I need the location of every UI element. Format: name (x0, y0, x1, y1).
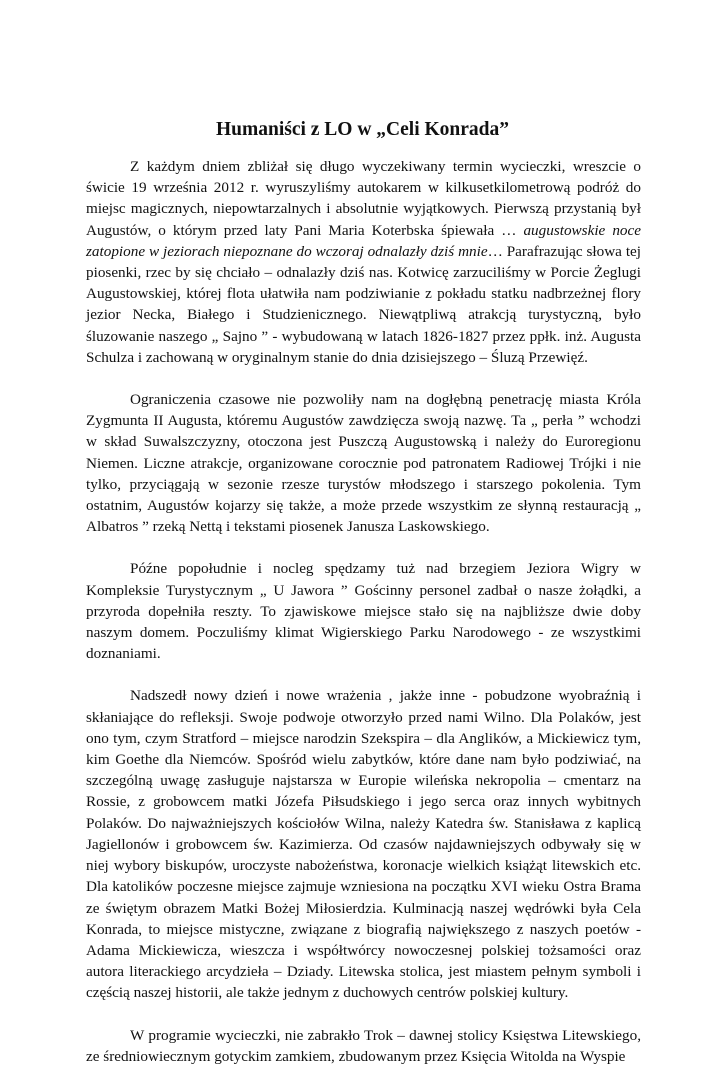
song-quote: augustowskie noce zatopione w jeziorach niepoznane do wczoraj odnalazły dziś mnie (86, 221, 641, 260)
paragraph-augustow (86, 156, 641, 368)
text-run: … Parafrazując słowa tej piosenki, rzec by się chciało – odnalazły dziś nas. Kotwicę zarzuciliśmy w Porcie Żeglugi Augustowskiej, której flota ułatwiła nam podziwianie z pokładu statku nadbrzeżnej flory jezior Necka, Białego i Studzienicznego. Niewątpliwą atrakcją turystyczną, było śluzowanie naszego „ Sajno ” - wybudowaną w latach 1826-1827 przez ppłk. inż. Augusta Schulza i zachowaną w oryginalnym stanie do dnia dzisiejszego – Śluzą Przewięź. (86, 242, 641, 366)
paragraph-troki (86, 1025, 641, 1067)
text-run: Ograniczenia czasowe nie pozwoliły nam na dogłębną penetrację miasta Króla Zygmunta II Augusta, któremu Augustów zawdzięcza swoją nazwę. Ta „ perła ” wchodzi w skład Suwalszczyzny, otoczona jest Puszczą Augustowską i należy do Euroregionu Niemen. Liczne atrakcje, organizowane corocznie pod patronatem Radiowej Trójki i nie tylko, przyciągają w sezonie rzesze turystów młodszego i starszego pokolenia. Tym ostatnim, Augustów kojarzy się także, a może przede wszystkim ze słynną restauracją „ Albatros ” rzeką Nettą i tekstami piosenek Janusza Laskowskiego. (86, 391, 641, 536)
text-run: Późne popołudnie i nocleg spędzamy tuż nad brzegiem Jeziora Wigry w Kompleksie Turystycznym „ U Jawora ” Gościnny personel zadbał o nasze żołądki, a przyroda dopełniła reszty. To zjawiskowe miejsce stało się na najbliższe dwie doby naszym domem. Poczuliśmy klimat Wigierskiego Parku Narodowego - ze wszystkimi doznaniami. (86, 560, 641, 663)
page-title: Humaniści z LO w „Celi Konrada” (215, 119, 510, 140)
text-run: W programie wycieczki, nie zabrakło Trok – dawnej stolicy Księstwa Litewskiego, ze średniowiecznym gotyckim zamkiem, zbudowanym przez Księcia Witolda na Wyspie (86, 1026, 641, 1065)
paragraph-augustow-city (86, 389, 641, 537)
text-run: Nadszedł nowy dzień i nowe wrażenia , jakże inne - pobudzone wyobraźnią i skłaniające do refleksji. Swoje podwoje otworzyło przed nami Wilno. Dla Polaków, jest ono tym, czym Stratford – miejsce narodzin Szekspira – dla Anglików, a Mickiewicz tym, kim Goethe dla Niemców. Spośród wielu zabytków, które dane nam było podziwiać, na szczególną uwagę zasługuje najstarsza w Europie wileńska nekropolia – cmentarz na Rossie, z grobowcem matki Józefa Piłsudskiego i jego serca oraz innych wybitnych Polaków. Do najważniejszych kościołów Wilna, należy Katedra św. Stanisława z kaplicą Jagiellonów i grobowcem św. Kazimierza. Od czasów najdawniejszych odbywały się w niej wybory biskupów, uroczyste nabożeństwa, koronacje wielkich książąt litewskich etc. Dla katolików poczesne miejsce zajmuje wzniesiona na początku XVI wieku Ostra Brama ze świętym obrazem Matki Bożej Miłosierdzia. Kulminacją naszej wędrówki była Cela Konrada, to miejsce mistyczne, związane z biografią największego z naszych poetów - Adama Mickiewicza, wieszcza i współtwórcy nowoczesnej polskiej tożsamości oraz autora literackiego arcydzieła – Dziady. Litewska stolica, jest miastem pełnym symboli i częścią naszej historii, ale także jednym z duchowych centrów polskiej kultury. (86, 687, 641, 1002)
paragraph-wilno (86, 685, 641, 1003)
text-run: Z każdym dniem zbliżał się długo wyczekiwany termin wycieczki, wreszcie o świcie 19 września 2012 r. wyruszyliśmy autokarem w kilkusetkilometrową podróż do miejsc magicznych, niepowtarzalnych i absolutnie wyjątkowych. Pierwszą przystanią był Augustów, o którym przed laty Pani Maria Koterbska śpiewała … (86, 158, 641, 239)
paragraph-wigry (86, 558, 641, 664)
document-body (86, 156, 641, 1067)
